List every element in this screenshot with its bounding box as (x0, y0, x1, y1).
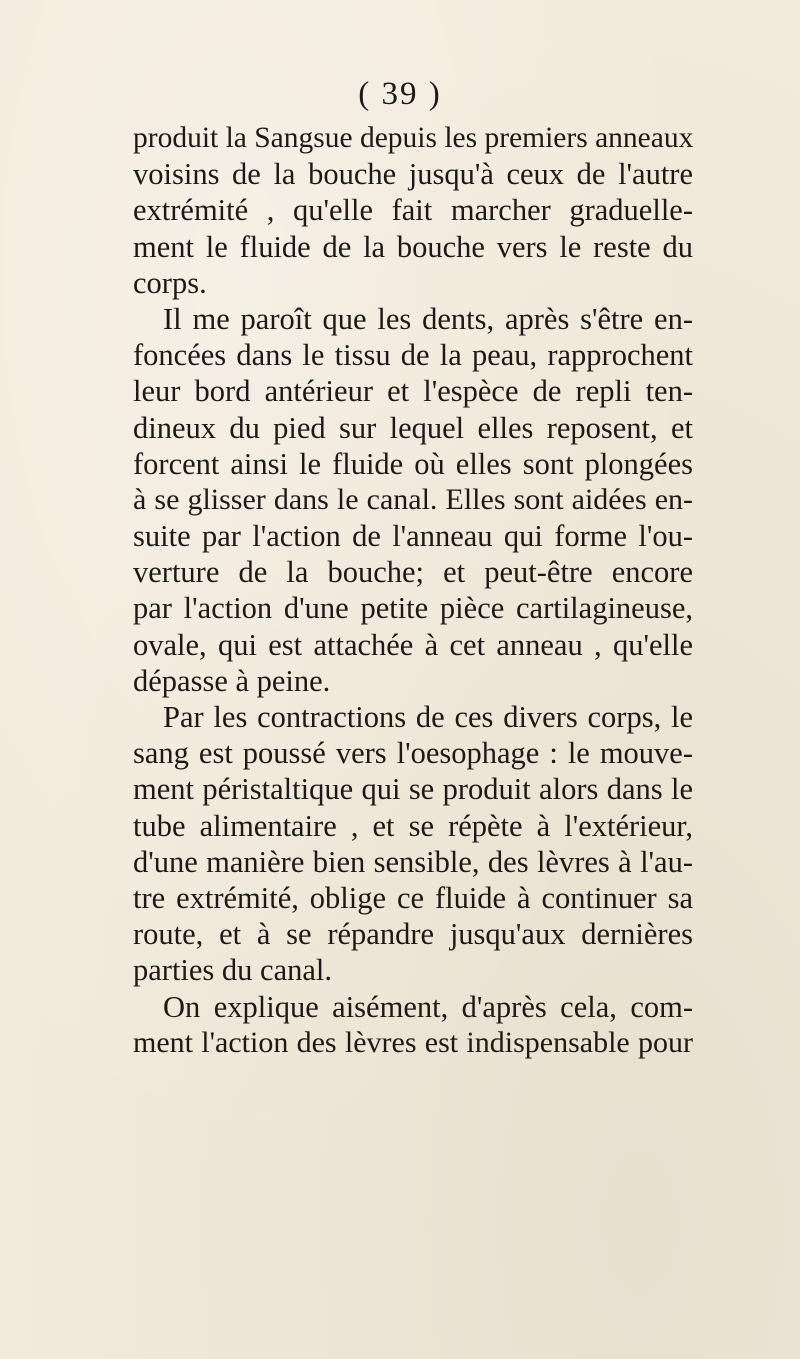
text-line: Par les contractions de ces divers corps, le (163, 700, 693, 734)
text-line: ovale, qui est attachée à cet anneau , qu'elle (133, 627, 693, 662)
text-line: On explique aisément, d'après cela, com- (163, 989, 693, 1024)
text-line: dineux du pied sur lequel elles reposent, et (133, 410, 693, 445)
text-line: tre extrémité, oblige ce fluide à continuer sa (133, 880, 693, 915)
text-line: tube alimentaire , et se répète à l'extérieur, (133, 808, 693, 843)
text-line: extrémité , qu'elle fait marcher graduelle- (133, 193, 693, 228)
text-line: à se glisser dans le canal. Elles sont aidées en- (133, 482, 693, 516)
text-line: produit la Sangsue depuis les premiers anneaux (133, 122, 694, 154)
text-line: parties du canal. (133, 953, 333, 988)
text-line: ment péristaltique qui se produit alors dans le (133, 772, 693, 807)
text-line: suite par l'action de l'anneau qui forme l'ou- (133, 519, 693, 554)
text-line: par l'action d'une petite pièce cartilagineuse, (133, 591, 693, 626)
text-line: ment le fluide de la bouche vers le reste du (133, 229, 693, 264)
text-line: corps. (133, 265, 207, 300)
text-line: forcent ainsi le fluide où elles sont plongées (133, 446, 693, 481)
text-line: sang est poussé vers l'oesophage : le mouve- (133, 736, 693, 771)
body-text (133, 120, 693, 1061)
text-line: leur bord antérieur et l'espèce de repli ten- (133, 374, 693, 409)
text-line: Il me paroît que les dents, après s'être en- (163, 301, 693, 336)
text-line: verture de la bouche; et peut-être encore (133, 555, 693, 590)
text-line: route, et à se répandre jusqu'aux dernières (133, 917, 693, 952)
page-number: ( 39 ) (358, 76, 442, 112)
text-line: dépasse à peine. (133, 663, 331, 698)
text-line: foncées dans le tissu de la peau, rapprochent (133, 338, 693, 373)
text-line: d'une manière bien sensible, des lèvres à l'au- (133, 844, 693, 879)
text-line: voisins de la bouche jusqu'à ceux de l'autre (133, 157, 693, 192)
text-line: ment l'action des lèvres est indispensable pour (133, 1025, 693, 1059)
